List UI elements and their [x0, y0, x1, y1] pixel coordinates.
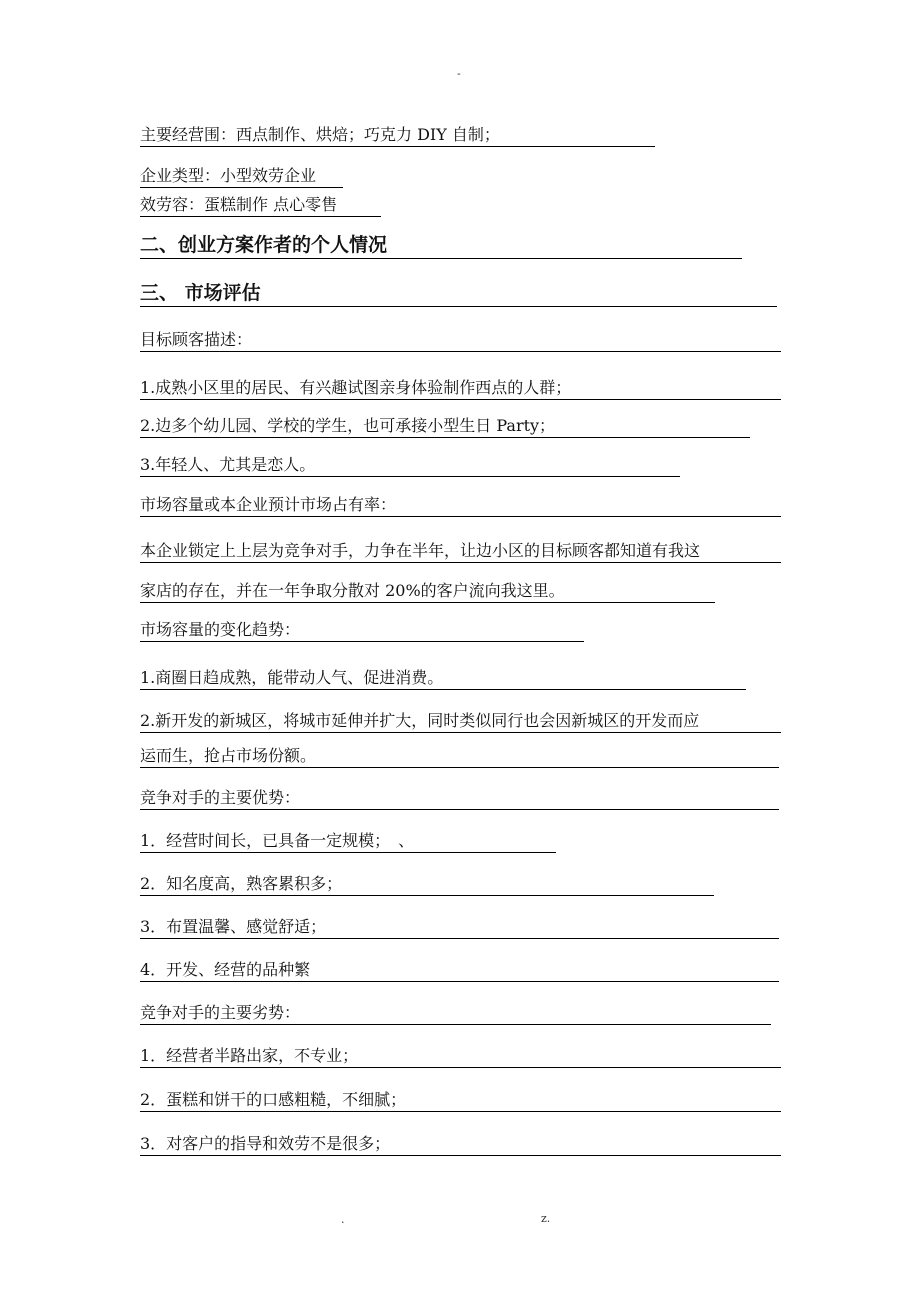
page-footer-left-mark: . — [341, 1213, 345, 1226]
page-header-mark: - — [457, 67, 461, 80]
competitor-strength-item-3: 3．布置温馨、感觉舒适； — [140, 917, 779, 939]
market-trend-label: 市场容量的变化趋势： — [140, 620, 584, 642]
competitor-weaknesses-label: 竞争对手的主要劣势： — [140, 1003, 771, 1025]
service-content-line: 效劳容：蛋糕制作 点心零售 — [140, 195, 381, 217]
competitor-weakness-item-1: 1．经营者半路出家，不专业； — [140, 1046, 781, 1068]
competitor-strengths-label: 竞争对手的主要优势： — [140, 788, 779, 810]
target-customer-item-2: 2.边多个幼儿园、学校的学生，也可承接小型生日 Party； — [140, 416, 750, 438]
competitor-strength-item-4: 4．开发、经营的品种繁 — [140, 960, 779, 982]
market-share-text-line-2: 家店的存在，并在一年争取分散对 20%的客户流向我这里。 — [140, 581, 715, 603]
page-footer-right-mark: z. — [541, 1212, 551, 1225]
market-trend-item-2-line-2: 运而生，抢占市场份额。 — [140, 746, 779, 768]
competitor-strength-item-1: 1．经营时间长，已具备一定规模； 、 — [140, 831, 556, 853]
market-share-text-line-1: 本企业锁定上上层为竞争对手，力争在半年，让边小区的目标顾客都知道有我这 — [140, 541, 781, 563]
competitor-strength-item-2: 2．知名度高，熟客累积多； — [140, 874, 714, 896]
target-customer-item-1: 1.成熟小区里的居民、有兴趣试图亲身体验制作西点的人群； — [140, 378, 781, 400]
target-customer-item-3: 3.年轻人、尤其是恋人。 — [140, 455, 680, 477]
market-trend-item-2-line-1: 2.新开发的新城区，将城市延伸并扩大，同时类似同行也会因新城区的开发而应 — [140, 711, 781, 733]
target-customer-label: 目标顾客描述： — [140, 330, 781, 352]
market-share-label: 市场容量或本企业预计市场占有率： — [140, 495, 781, 517]
business-scope-line: 主要经营围：西点制作、烘焙；巧克力 DIY 自制； — [140, 125, 655, 147]
competitor-weakness-item-3: 3．对客户的指导和效劳不是很多； — [140, 1134, 781, 1156]
enterprise-type-line: 企业类型：小型效劳企业 — [140, 166, 343, 188]
section-heading-market-assessment: 三、 市场评估 — [140, 281, 777, 307]
market-trend-item-1: 1.商圈日趋成熟，能带动人气、促进消费。 — [140, 668, 746, 690]
section-heading-author-info: 二、创业方案作者的个人情况 — [140, 233, 742, 259]
competitor-weakness-item-2: 2．蛋糕和饼干的口感粗糙，不细腻； — [140, 1090, 781, 1112]
